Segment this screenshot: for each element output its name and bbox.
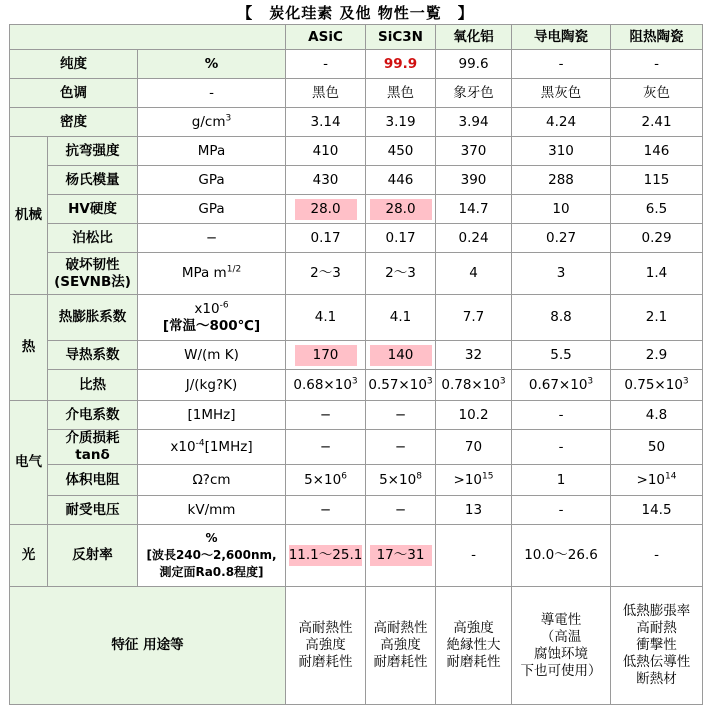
cell-highlight-red: 99.9: [366, 50, 436, 79]
cell: -: [512, 401, 611, 430]
unit-reflectance: % [波長240〜2,600nm, 測定面Ra0.8程度]: [138, 525, 286, 587]
label-reflectance: 反射率: [48, 525, 138, 587]
highlight-box: 140: [370, 345, 432, 366]
cell: [286, 341, 366, 370]
cell: $0.68\times 10^3$: [286, 370, 366, 401]
cell: 4.24: [512, 108, 611, 137]
cell: $0.75\times 10^3$: [611, 370, 703, 401]
row-poisson: [10, 224, 703, 253]
cell: 10.2: [436, 401, 512, 430]
cell: 0.17: [286, 224, 366, 253]
unit-hv: GPa: [138, 195, 286, 224]
highlight-box: 11.1〜25.1: [289, 545, 363, 566]
row-purity: [10, 50, 703, 79]
unit-voltage: kV/mm: [138, 496, 286, 525]
unit-fracture: MPa $m^{1/2}$: [138, 253, 286, 295]
cell: −: [286, 496, 366, 525]
cell: 黑色: [366, 79, 436, 108]
cell: 14.5: [611, 496, 703, 525]
cell: 410: [286, 137, 366, 166]
unit-flex: MPa: [138, 137, 286, 166]
cell: 2.9: [611, 341, 703, 370]
unit-resistivity: Ω?cm: [138, 465, 286, 496]
cell: 灰色: [611, 79, 703, 108]
uses-cell: 高強度 絶縁性大 耐磨耗性: [436, 587, 512, 705]
cell: 4.1: [366, 295, 436, 341]
uses-cell: 高耐熱性 高強度 耐磨耗性: [286, 587, 366, 705]
cell: 370: [436, 137, 512, 166]
cell: 4: [436, 253, 512, 295]
cell: [366, 341, 436, 370]
label-young: 杨氏模量: [48, 166, 138, 195]
label-conductivity: 导热系数: [48, 341, 138, 370]
cell: 1: [512, 465, 611, 496]
uses-cell: 導電性 （高温 腐蚀环境 下也可使用）: [512, 587, 611, 705]
cell: 10: [512, 195, 611, 224]
cell: $>10^{14}$: [611, 465, 703, 496]
cell: 2〜3: [286, 253, 366, 295]
label-flex: 抗弯强度: [48, 137, 138, 166]
group-electrical: 电气: [10, 401, 48, 525]
row-young: [10, 166, 703, 195]
cell: [286, 195, 366, 224]
cell: 3: [512, 253, 611, 295]
cell: 黑灰色: [512, 79, 611, 108]
properties-table: [9, 24, 703, 705]
cell: 0.24: [436, 224, 512, 253]
cell: 310: [512, 137, 611, 166]
cell: 13: [436, 496, 512, 525]
label-dielectric: 介电系数: [48, 401, 138, 430]
cell: $>10^{15}$: [436, 465, 512, 496]
row-conductivity: [10, 341, 703, 370]
row-expansion: [10, 295, 703, 341]
cell: 288: [512, 166, 611, 195]
unit-loss: $x10^{-4}[1MHz]$: [138, 430, 286, 465]
cell: $0.67\times 10^3$: [512, 370, 611, 401]
row-uses: [10, 587, 703, 705]
highlight-box: 17〜31: [370, 545, 432, 566]
cell: -: [512, 496, 611, 525]
highlight-box: 28.0: [370, 199, 432, 220]
label-poisson: 泊松比: [48, 224, 138, 253]
cell: 4.1: [286, 295, 366, 341]
cell: 50: [611, 430, 703, 465]
unit-conductivity: W/(m K): [138, 341, 286, 370]
cell: 446: [366, 166, 436, 195]
cell: 430: [286, 166, 366, 195]
label-resistivity: 体积电阻: [48, 465, 138, 496]
cell: [366, 195, 436, 224]
cell: 2〜3: [366, 253, 436, 295]
label-hv: HV硬度: [48, 195, 138, 224]
col-header-asic: ASiC: [286, 25, 366, 50]
highlight-box: 170: [295, 345, 357, 366]
cell: -: [611, 50, 703, 79]
uses-cell: 低熱膨張率 高耐熱 衝撃性 低熱伝導性 断熱材: [611, 587, 703, 705]
row-loss: [10, 430, 703, 465]
label-purity: 纯度: [10, 50, 138, 79]
row-resistivity: [10, 465, 703, 496]
cell: -: [512, 50, 611, 79]
label-loss: 介质损耗 tanδ: [48, 430, 138, 465]
cell: -: [286, 50, 366, 79]
cell: -: [611, 525, 703, 587]
cell: 7.7: [436, 295, 512, 341]
unit-color: -: [138, 79, 286, 108]
row-dielectric: [10, 401, 703, 430]
cell: 10.0〜26.6: [512, 525, 611, 587]
cell: 450: [366, 137, 436, 166]
cell: 1.4: [611, 253, 703, 295]
label-density: 密度: [10, 108, 138, 137]
cell: 8.8: [512, 295, 611, 341]
cell: [366, 525, 436, 587]
cell: 70: [436, 430, 512, 465]
cell: 4.8: [611, 401, 703, 430]
highlight-box: 28.0: [295, 199, 357, 220]
col-header-alumina: 氧化铝: [436, 25, 512, 50]
row-hv: [10, 195, 703, 224]
cell: 146: [611, 137, 703, 166]
cell: 3.14: [286, 108, 366, 137]
row-specific-heat: [10, 370, 703, 401]
group-mechanical: 机械: [10, 137, 48, 295]
cell: $0.78\times 10^3$: [436, 370, 512, 401]
row-density: [10, 108, 703, 137]
label-fracture: 破坏韧性 (SEVNB法): [48, 253, 138, 295]
cell: 0.17: [366, 224, 436, 253]
cell: −: [366, 401, 436, 430]
row-fracture: [10, 253, 703, 295]
unit-dielectric: [1MHz]: [138, 401, 286, 430]
cell: 115: [611, 166, 703, 195]
cell: 0.29: [611, 224, 703, 253]
unit-expansion: $x10^{-6}$ [常温〜800℃]: [138, 295, 286, 341]
row-color: [10, 79, 703, 108]
cell: $5\times 10^6$: [286, 465, 366, 496]
row-voltage: [10, 496, 703, 525]
cell: −: [286, 401, 366, 430]
label-color: 色调: [10, 79, 138, 108]
cell: 黑色: [286, 79, 366, 108]
cell: 3.19: [366, 108, 436, 137]
cell: -: [436, 525, 512, 587]
cell: 99.6: [436, 50, 512, 79]
label-uses: 特征 用途等: [10, 587, 286, 705]
uses-cell: 高耐熱性 高強度 耐磨耗性: [366, 587, 436, 705]
cell: −: [286, 430, 366, 465]
cell: 2.1: [611, 295, 703, 341]
cell: 0.27: [512, 224, 611, 253]
cell: −: [366, 430, 436, 465]
row-flex: [10, 137, 703, 166]
header-blank: [10, 25, 286, 50]
cell: 6.5: [611, 195, 703, 224]
row-reflectance: [10, 525, 703, 587]
cell: 3.94: [436, 108, 512, 137]
cell: 32: [436, 341, 512, 370]
header-row: [10, 25, 703, 50]
group-light: 光: [10, 525, 48, 587]
cell: 2.41: [611, 108, 703, 137]
cell: [286, 525, 366, 587]
label-expansion: 热膨胀系数: [48, 295, 138, 341]
cell: −: [366, 496, 436, 525]
unit-poisson: −: [138, 224, 286, 253]
group-heat: 热: [10, 295, 48, 401]
unit-density: $g/cm^3$: [138, 108, 286, 137]
unit-specific-heat: J/(kg?K): [138, 370, 286, 401]
cell: 390: [436, 166, 512, 195]
label-voltage: 耐受电压: [48, 496, 138, 525]
col-header-sic3n: SiC3N: [366, 25, 436, 50]
page-title: 【 炭化珪素 及他 物性一覧 】: [237, 4, 474, 22]
cell: -: [512, 430, 611, 465]
cell: 5.5: [512, 341, 611, 370]
label-specific-heat: 比热: [48, 370, 138, 401]
col-header-insulating: 阻热陶瓷: [611, 25, 703, 50]
cell: 14.7: [436, 195, 512, 224]
col-header-conductive: 导电陶瓷: [512, 25, 611, 50]
unit-young: GPa: [138, 166, 286, 195]
unit-purity: %: [138, 50, 286, 79]
cell: 象牙色: [436, 79, 512, 108]
cell: $0.57\times 10^3$: [366, 370, 436, 401]
cell: $5\times 10^8$: [366, 465, 436, 496]
